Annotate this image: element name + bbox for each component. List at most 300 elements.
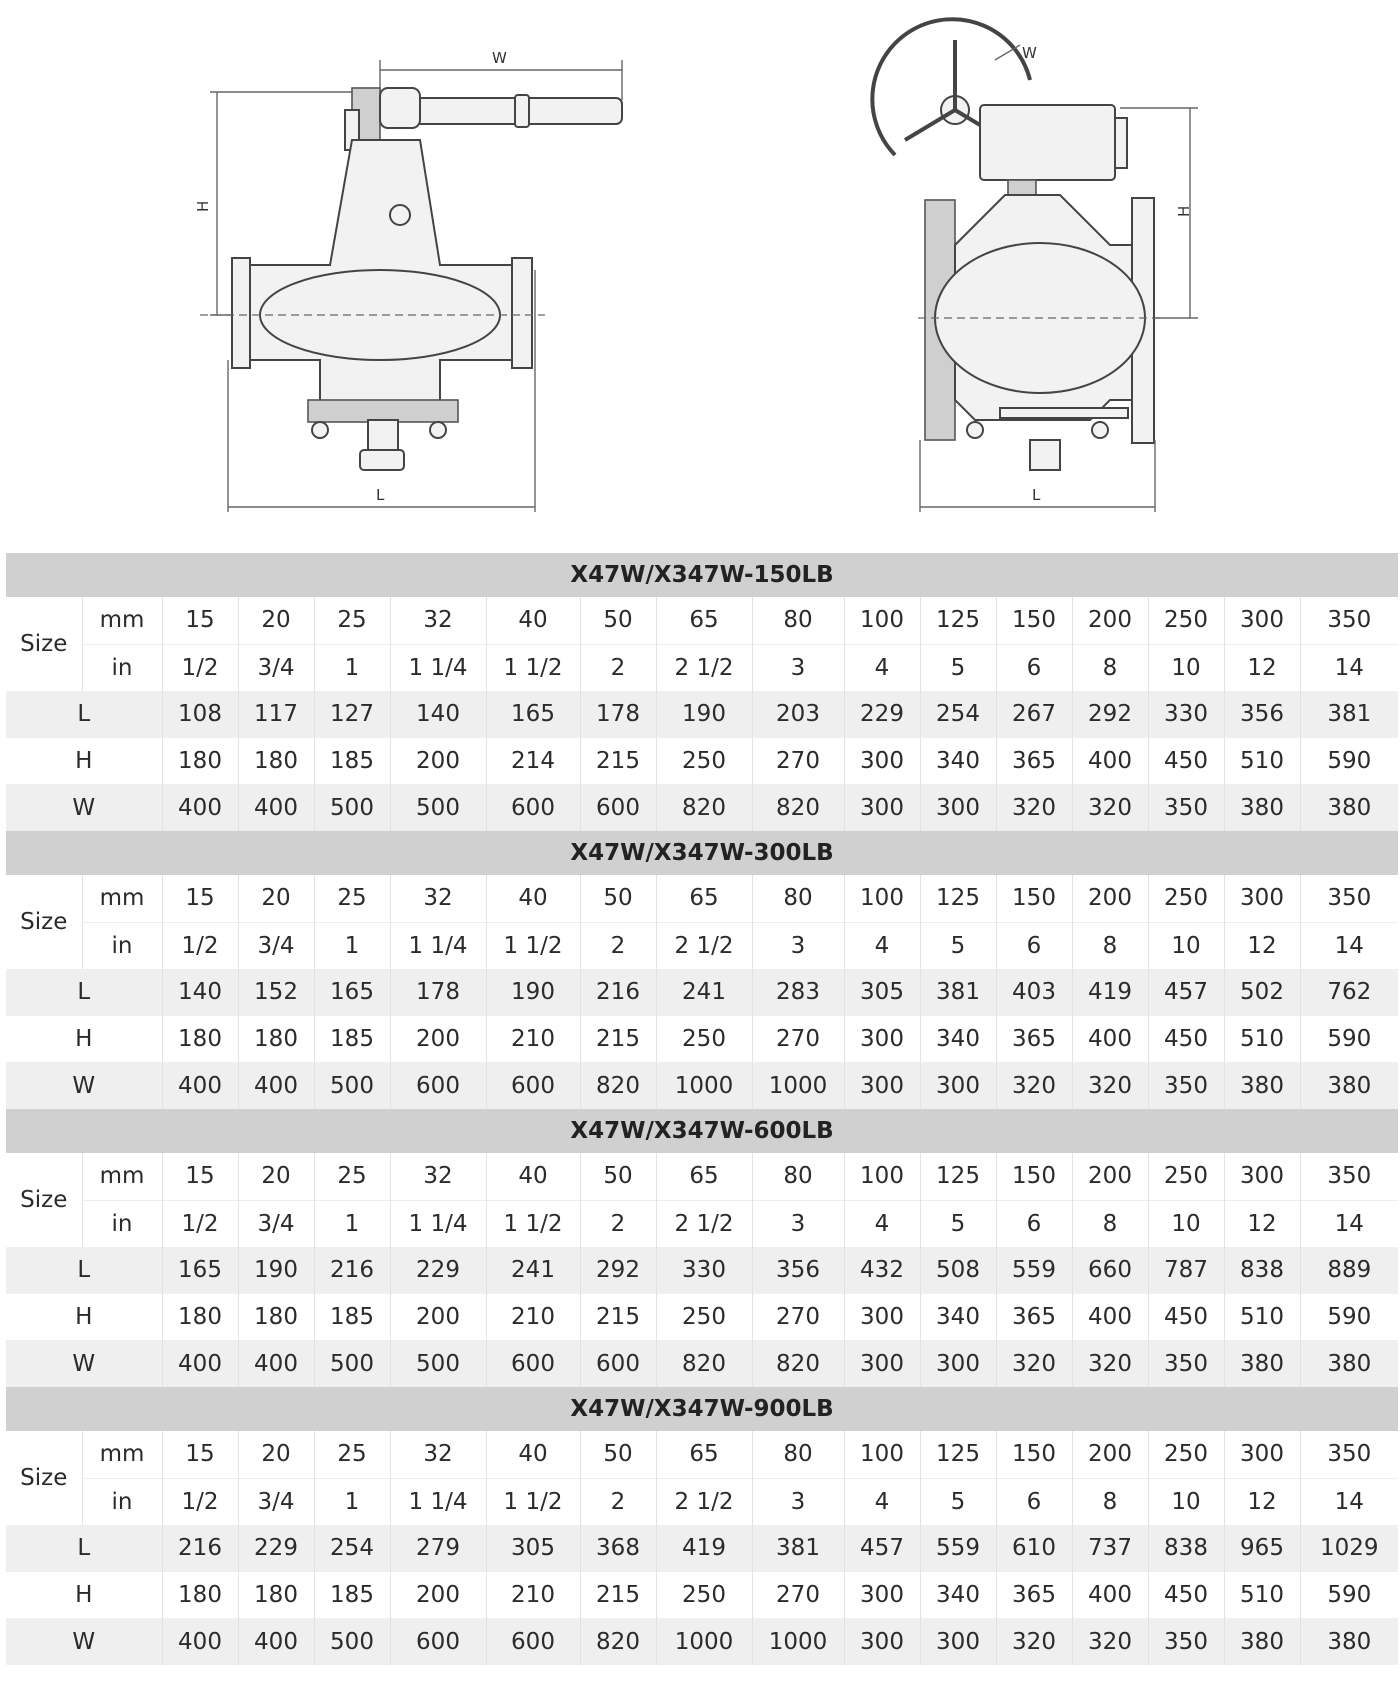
w-value: 320 — [1072, 784, 1148, 831]
in-value: 6 — [996, 644, 1072, 691]
in-value: 2 1/2 — [656, 1200, 752, 1247]
mm-value: 20 — [238, 1153, 314, 1200]
w-value: 300 — [920, 1340, 996, 1387]
l-value: 1029 — [1300, 1525, 1398, 1572]
l-value: 279 — [390, 1525, 486, 1572]
w-value: 820 — [752, 1340, 844, 1387]
mm-value: 100 — [844, 875, 920, 922]
h-value: 510 — [1224, 738, 1300, 785]
l-value: 241 — [486, 1247, 580, 1294]
mm-value: 65 — [656, 1431, 752, 1478]
l-value: 330 — [656, 1247, 752, 1294]
mm-value: 350 — [1300, 1153, 1398, 1200]
w-value: 380 — [1300, 1340, 1398, 1387]
mm-label: mm — [82, 1153, 162, 1200]
in-label: in — [82, 922, 162, 969]
h-value: 340 — [920, 1016, 996, 1063]
l-value: 508 — [920, 1247, 996, 1294]
l-value: 381 — [1300, 691, 1398, 738]
l-value: 457 — [844, 1525, 920, 1572]
lever-width-label: W — [492, 49, 507, 67]
h-value: 250 — [656, 1572, 752, 1619]
h-value: 365 — [996, 1016, 1072, 1063]
mm-value: 125 — [920, 1153, 996, 1200]
in-value: 4 — [844, 644, 920, 691]
mm-value: 50 — [580, 875, 656, 922]
mm-value: 250 — [1148, 1153, 1224, 1200]
w-label: W — [6, 1062, 162, 1109]
in-value: 1 1/4 — [390, 1200, 486, 1247]
w-value: 320 — [996, 1062, 1072, 1109]
h-label: H — [6, 1294, 162, 1341]
h-value: 180 — [162, 1572, 238, 1619]
l-value: 889 — [1300, 1247, 1398, 1294]
in-value: 1 1/2 — [486, 644, 580, 691]
mm-value: 50 — [580, 1153, 656, 1200]
h-value: 180 — [238, 738, 314, 785]
in-value: 10 — [1148, 644, 1224, 691]
mm-label: mm — [82, 1431, 162, 1478]
h-value: 185 — [314, 1294, 390, 1341]
l-value: 457 — [1148, 969, 1224, 1016]
h-value: 590 — [1300, 1016, 1398, 1063]
l-value: 838 — [1148, 1525, 1224, 1572]
w-value: 500 — [314, 1618, 390, 1665]
in-value: 14 — [1300, 1200, 1398, 1247]
in-value: 5 — [920, 922, 996, 969]
mm-value: 200 — [1072, 875, 1148, 922]
in-value: 5 — [920, 644, 996, 691]
mm-value: 350 — [1300, 1431, 1398, 1478]
mm-value: 150 — [996, 1153, 1072, 1200]
table-title: X47W/X347W-150LB — [6, 553, 1398, 597]
h-value: 450 — [1148, 1572, 1224, 1619]
l-value: 140 — [162, 969, 238, 1016]
l-value: 305 — [844, 969, 920, 1016]
in-label: in — [82, 1200, 162, 1247]
w-value: 820 — [580, 1062, 656, 1109]
table-title: X47W/X347W-900LB — [6, 1387, 1398, 1431]
h-value: 300 — [844, 1294, 920, 1341]
h-value: 300 — [844, 738, 920, 785]
l-value: 254 — [314, 1525, 390, 1572]
h-value: 210 — [486, 1016, 580, 1063]
w-value: 400 — [162, 1618, 238, 1665]
l-value: 216 — [314, 1247, 390, 1294]
h-value: 590 — [1300, 1294, 1398, 1341]
l-value: 381 — [920, 969, 996, 1016]
h-value: 215 — [580, 1294, 656, 1341]
h-value: 200 — [390, 1572, 486, 1619]
in-value: 2 — [580, 644, 656, 691]
w-value: 600 — [580, 1340, 656, 1387]
mm-value: 65 — [656, 875, 752, 922]
w-value: 380 — [1224, 784, 1300, 831]
in-value: 3 — [752, 1200, 844, 1247]
w-value: 320 — [996, 784, 1072, 831]
h-value: 200 — [390, 1016, 486, 1063]
w-label: W — [6, 784, 162, 831]
mm-label: mm — [82, 875, 162, 922]
in-value: 10 — [1148, 922, 1224, 969]
mm-value: 65 — [656, 1153, 752, 1200]
mm-value: 32 — [390, 1431, 486, 1478]
w-value: 320 — [996, 1340, 1072, 1387]
mm-value: 150 — [996, 597, 1072, 644]
w-value: 1000 — [752, 1062, 844, 1109]
mm-value: 25 — [314, 1153, 390, 1200]
h-value: 365 — [996, 738, 1072, 785]
h-value: 270 — [752, 738, 844, 785]
h-value: 450 — [1148, 1016, 1224, 1063]
mm-value: 80 — [752, 1431, 844, 1478]
in-value: 1/2 — [162, 1200, 238, 1247]
l-value: 787 — [1148, 1247, 1224, 1294]
w-value: 600 — [390, 1618, 486, 1665]
h-value: 340 — [920, 1572, 996, 1619]
w-value: 300 — [920, 1062, 996, 1109]
mm-value: 80 — [752, 597, 844, 644]
in-value: 1/2 — [162, 644, 238, 691]
in-value: 3 — [752, 922, 844, 969]
w-value: 380 — [1224, 1340, 1300, 1387]
in-value: 2 1/2 — [656, 644, 752, 691]
lever-height-label: H — [194, 200, 212, 212]
l-value: 165 — [314, 969, 390, 1016]
mm-value: 32 — [390, 597, 486, 644]
in-value: 2 — [580, 1200, 656, 1247]
in-value: 1 1/4 — [390, 922, 486, 969]
in-value: 2 — [580, 1478, 656, 1525]
lever-handle — [395, 98, 622, 124]
h-value: 180 — [162, 738, 238, 785]
w-value: 380 — [1224, 1618, 1300, 1665]
in-label: in — [82, 1478, 162, 1525]
mm-value: 350 — [1300, 875, 1398, 922]
in-value: 3 — [752, 644, 844, 691]
l-value: 419 — [1072, 969, 1148, 1016]
in-value: 5 — [920, 1478, 996, 1525]
w-value: 300 — [844, 1340, 920, 1387]
mm-value: 65 — [656, 597, 752, 644]
l-value: 403 — [996, 969, 1072, 1016]
h-value: 400 — [1072, 738, 1148, 785]
spec-table — [6, 831, 1398, 1109]
w-value: 600 — [486, 1340, 580, 1387]
l-label: L — [6, 1247, 162, 1294]
mm-value: 20 — [238, 875, 314, 922]
mm-value: 125 — [920, 1431, 996, 1478]
w-label: W — [6, 1618, 162, 1665]
l-value: 432 — [844, 1247, 920, 1294]
table-title: X47W/X347W-300LB — [6, 831, 1398, 875]
l-value: 203 — [752, 691, 844, 738]
size-label: Size — [6, 597, 82, 691]
mm-value: 15 — [162, 875, 238, 922]
w-value: 820 — [752, 784, 844, 831]
mm-value: 125 — [920, 597, 996, 644]
l-value: 216 — [162, 1525, 238, 1572]
w-value: 350 — [1148, 1340, 1224, 1387]
mm-value: 150 — [996, 1431, 1072, 1478]
l-value: 165 — [486, 691, 580, 738]
mm-value: 50 — [580, 597, 656, 644]
spec-table — [6, 1109, 1398, 1387]
in-value: 2 1/2 — [656, 922, 752, 969]
mm-value: 15 — [162, 1153, 238, 1200]
l-value: 762 — [1300, 969, 1398, 1016]
spec-table — [6, 1387, 1398, 1665]
size-label: Size — [6, 1153, 82, 1247]
in-value: 1 1/4 — [390, 1478, 486, 1525]
in-value: 4 — [844, 1200, 920, 1247]
in-value: 14 — [1300, 922, 1398, 969]
dimension-tables — [6, 553, 1398, 1665]
h-label: H — [6, 1572, 162, 1619]
in-value: 1/2 — [162, 1478, 238, 1525]
h-value: 400 — [1072, 1572, 1148, 1619]
size-label: Size — [6, 1431, 82, 1525]
mm-value: 20 — [238, 597, 314, 644]
in-value: 6 — [996, 922, 1072, 969]
in-value: 10 — [1148, 1200, 1224, 1247]
in-value: 2 1/2 — [656, 1478, 752, 1525]
in-value: 12 — [1224, 644, 1300, 691]
w-value: 380 — [1300, 1062, 1398, 1109]
h-value: 450 — [1148, 738, 1224, 785]
w-value: 380 — [1300, 784, 1398, 831]
w-value: 350 — [1148, 1618, 1224, 1665]
l-label: L — [6, 691, 162, 738]
mm-value: 40 — [486, 1431, 580, 1478]
mm-value: 25 — [314, 1431, 390, 1478]
gearbox — [980, 105, 1115, 180]
in-value: 3/4 — [238, 922, 314, 969]
l-value: 108 — [162, 691, 238, 738]
mm-value: 40 — [486, 875, 580, 922]
in-value: 14 — [1300, 1478, 1398, 1525]
h-value: 270 — [752, 1016, 844, 1063]
w-value: 600 — [580, 784, 656, 831]
h-value: 400 — [1072, 1294, 1148, 1341]
h-label: H — [6, 1016, 162, 1063]
w-value: 300 — [920, 784, 996, 831]
mm-value: 100 — [844, 1153, 920, 1200]
mm-value: 80 — [752, 1153, 844, 1200]
mm-value: 25 — [314, 875, 390, 922]
h-value: 185 — [314, 1572, 390, 1619]
in-value: 8 — [1072, 1200, 1148, 1247]
in-value: 6 — [996, 1478, 1072, 1525]
h-value: 250 — [656, 738, 752, 785]
in-value: 1 1/4 — [390, 644, 486, 691]
h-value: 270 — [752, 1572, 844, 1619]
l-value: 381 — [752, 1525, 844, 1572]
w-value: 600 — [486, 1062, 580, 1109]
plug-body-gear — [935, 243, 1145, 393]
w-value: 820 — [656, 784, 752, 831]
l-value: 190 — [238, 1247, 314, 1294]
in-value: 1 — [314, 922, 390, 969]
h-value: 180 — [238, 1294, 314, 1341]
h-value: 180 — [162, 1294, 238, 1341]
mm-value: 300 — [1224, 1431, 1300, 1478]
h-value: 214 — [486, 738, 580, 785]
l-value: 216 — [580, 969, 656, 1016]
in-value: 8 — [1072, 922, 1148, 969]
w-value: 400 — [238, 784, 314, 831]
l-value: 660 — [1072, 1247, 1148, 1294]
mm-value: 200 — [1072, 1431, 1148, 1478]
l-value: 502 — [1224, 969, 1300, 1016]
h-value: 300 — [844, 1572, 920, 1619]
h-value: 200 — [390, 738, 486, 785]
mm-value: 100 — [844, 1431, 920, 1478]
l-value: 559 — [920, 1525, 996, 1572]
handwheel — [872, 19, 1030, 155]
h-value: 185 — [314, 1016, 390, 1063]
h-value: 215 — [580, 1016, 656, 1063]
in-value: 1 — [314, 644, 390, 691]
mm-value: 125 — [920, 875, 996, 922]
in-value: 12 — [1224, 1200, 1300, 1247]
mm-value: 150 — [996, 875, 1072, 922]
h-value: 300 — [844, 1016, 920, 1063]
in-value: 2 — [580, 922, 656, 969]
w-value: 1000 — [752, 1618, 844, 1665]
l-value: 140 — [390, 691, 486, 738]
in-value: 1 1/2 — [486, 922, 580, 969]
w-value: 400 — [238, 1340, 314, 1387]
mm-value: 250 — [1148, 1431, 1224, 1478]
in-value: 5 — [920, 1200, 996, 1247]
mm-value: 300 — [1224, 875, 1300, 922]
table-title: X47W/X347W-600LB — [6, 1109, 1398, 1153]
in-value: 14 — [1300, 644, 1398, 691]
w-value: 320 — [1072, 1340, 1148, 1387]
w-label: W — [6, 1340, 162, 1387]
w-value: 380 — [1300, 1618, 1398, 1665]
l-value: 292 — [580, 1247, 656, 1294]
w-value: 350 — [1148, 784, 1224, 831]
l-value: 737 — [1072, 1525, 1148, 1572]
l-value: 178 — [580, 691, 656, 738]
w-value: 820 — [580, 1618, 656, 1665]
mm-value: 40 — [486, 1153, 580, 1200]
in-value: 3/4 — [238, 644, 314, 691]
w-value: 300 — [920, 1618, 996, 1665]
lever-valve-drawing — [0, 0, 700, 545]
in-label: in — [82, 644, 162, 691]
in-value: 3/4 — [238, 1478, 314, 1525]
l-value: 283 — [752, 969, 844, 1016]
w-value: 600 — [486, 1618, 580, 1665]
in-value: 12 — [1224, 922, 1300, 969]
in-value: 4 — [844, 922, 920, 969]
l-label: L — [6, 969, 162, 1016]
l-value: 356 — [752, 1247, 844, 1294]
h-value: 180 — [238, 1572, 314, 1619]
w-value: 400 — [238, 1618, 314, 1665]
w-value: 500 — [314, 1062, 390, 1109]
in-value: 8 — [1072, 644, 1148, 691]
l-value: 229 — [238, 1525, 314, 1572]
h-value: 590 — [1300, 738, 1398, 785]
gear-width-label: W — [1022, 44, 1037, 62]
w-value: 320 — [1072, 1618, 1148, 1665]
mm-value: 32 — [390, 1153, 486, 1200]
w-value: 1000 — [656, 1062, 752, 1109]
l-value: 165 — [162, 1247, 238, 1294]
h-label: H — [6, 738, 162, 785]
l-value: 292 — [1072, 691, 1148, 738]
in-value: 1 — [314, 1200, 390, 1247]
in-value: 1 — [314, 1478, 390, 1525]
l-value: 610 — [996, 1525, 1072, 1572]
mm-value: 32 — [390, 875, 486, 922]
in-value: 1/2 — [162, 922, 238, 969]
lever-length-label: L — [376, 486, 385, 504]
in-value: 6 — [996, 1200, 1072, 1247]
l-value: 267 — [996, 691, 1072, 738]
in-value: 4 — [844, 1478, 920, 1525]
h-value: 200 — [390, 1294, 486, 1341]
h-value: 215 — [580, 738, 656, 785]
w-value: 300 — [844, 1618, 920, 1665]
l-value: 838 — [1224, 1247, 1300, 1294]
w-value: 600 — [390, 1062, 486, 1109]
mm-value: 100 — [844, 597, 920, 644]
l-value: 356 — [1224, 691, 1300, 738]
mm-value: 15 — [162, 1431, 238, 1478]
l-value: 368 — [580, 1525, 656, 1572]
w-value: 300 — [844, 784, 920, 831]
mm-label: mm — [82, 597, 162, 644]
mm-value: 40 — [486, 597, 580, 644]
mm-value: 350 — [1300, 597, 1398, 644]
l-value: 229 — [390, 1247, 486, 1294]
mm-value: 250 — [1148, 875, 1224, 922]
spec-table — [6, 553, 1398, 831]
w-value: 500 — [314, 1340, 390, 1387]
w-value: 320 — [996, 1618, 1072, 1665]
w-value: 500 — [390, 1340, 486, 1387]
l-value: 241 — [656, 969, 752, 1016]
w-value: 500 — [390, 784, 486, 831]
w-value: 400 — [162, 1340, 238, 1387]
w-value: 600 — [486, 784, 580, 831]
in-value: 12 — [1224, 1478, 1300, 1525]
h-value: 340 — [920, 738, 996, 785]
w-value: 400 — [162, 784, 238, 831]
h-value: 180 — [162, 1016, 238, 1063]
h-value: 185 — [314, 738, 390, 785]
gear-length-label: L — [1032, 486, 1041, 504]
h-value: 215 — [580, 1572, 656, 1619]
mm-value: 300 — [1224, 597, 1300, 644]
l-value: 965 — [1224, 1525, 1300, 1572]
w-value: 300 — [844, 1062, 920, 1109]
mm-value: 80 — [752, 875, 844, 922]
h-value: 510 — [1224, 1572, 1300, 1619]
l-value: 559 — [996, 1247, 1072, 1294]
mm-value: 250 — [1148, 597, 1224, 644]
h-value: 210 — [486, 1572, 580, 1619]
l-label: L — [6, 1525, 162, 1572]
w-value: 380 — [1224, 1062, 1300, 1109]
l-value: 190 — [486, 969, 580, 1016]
w-value: 1000 — [656, 1618, 752, 1665]
